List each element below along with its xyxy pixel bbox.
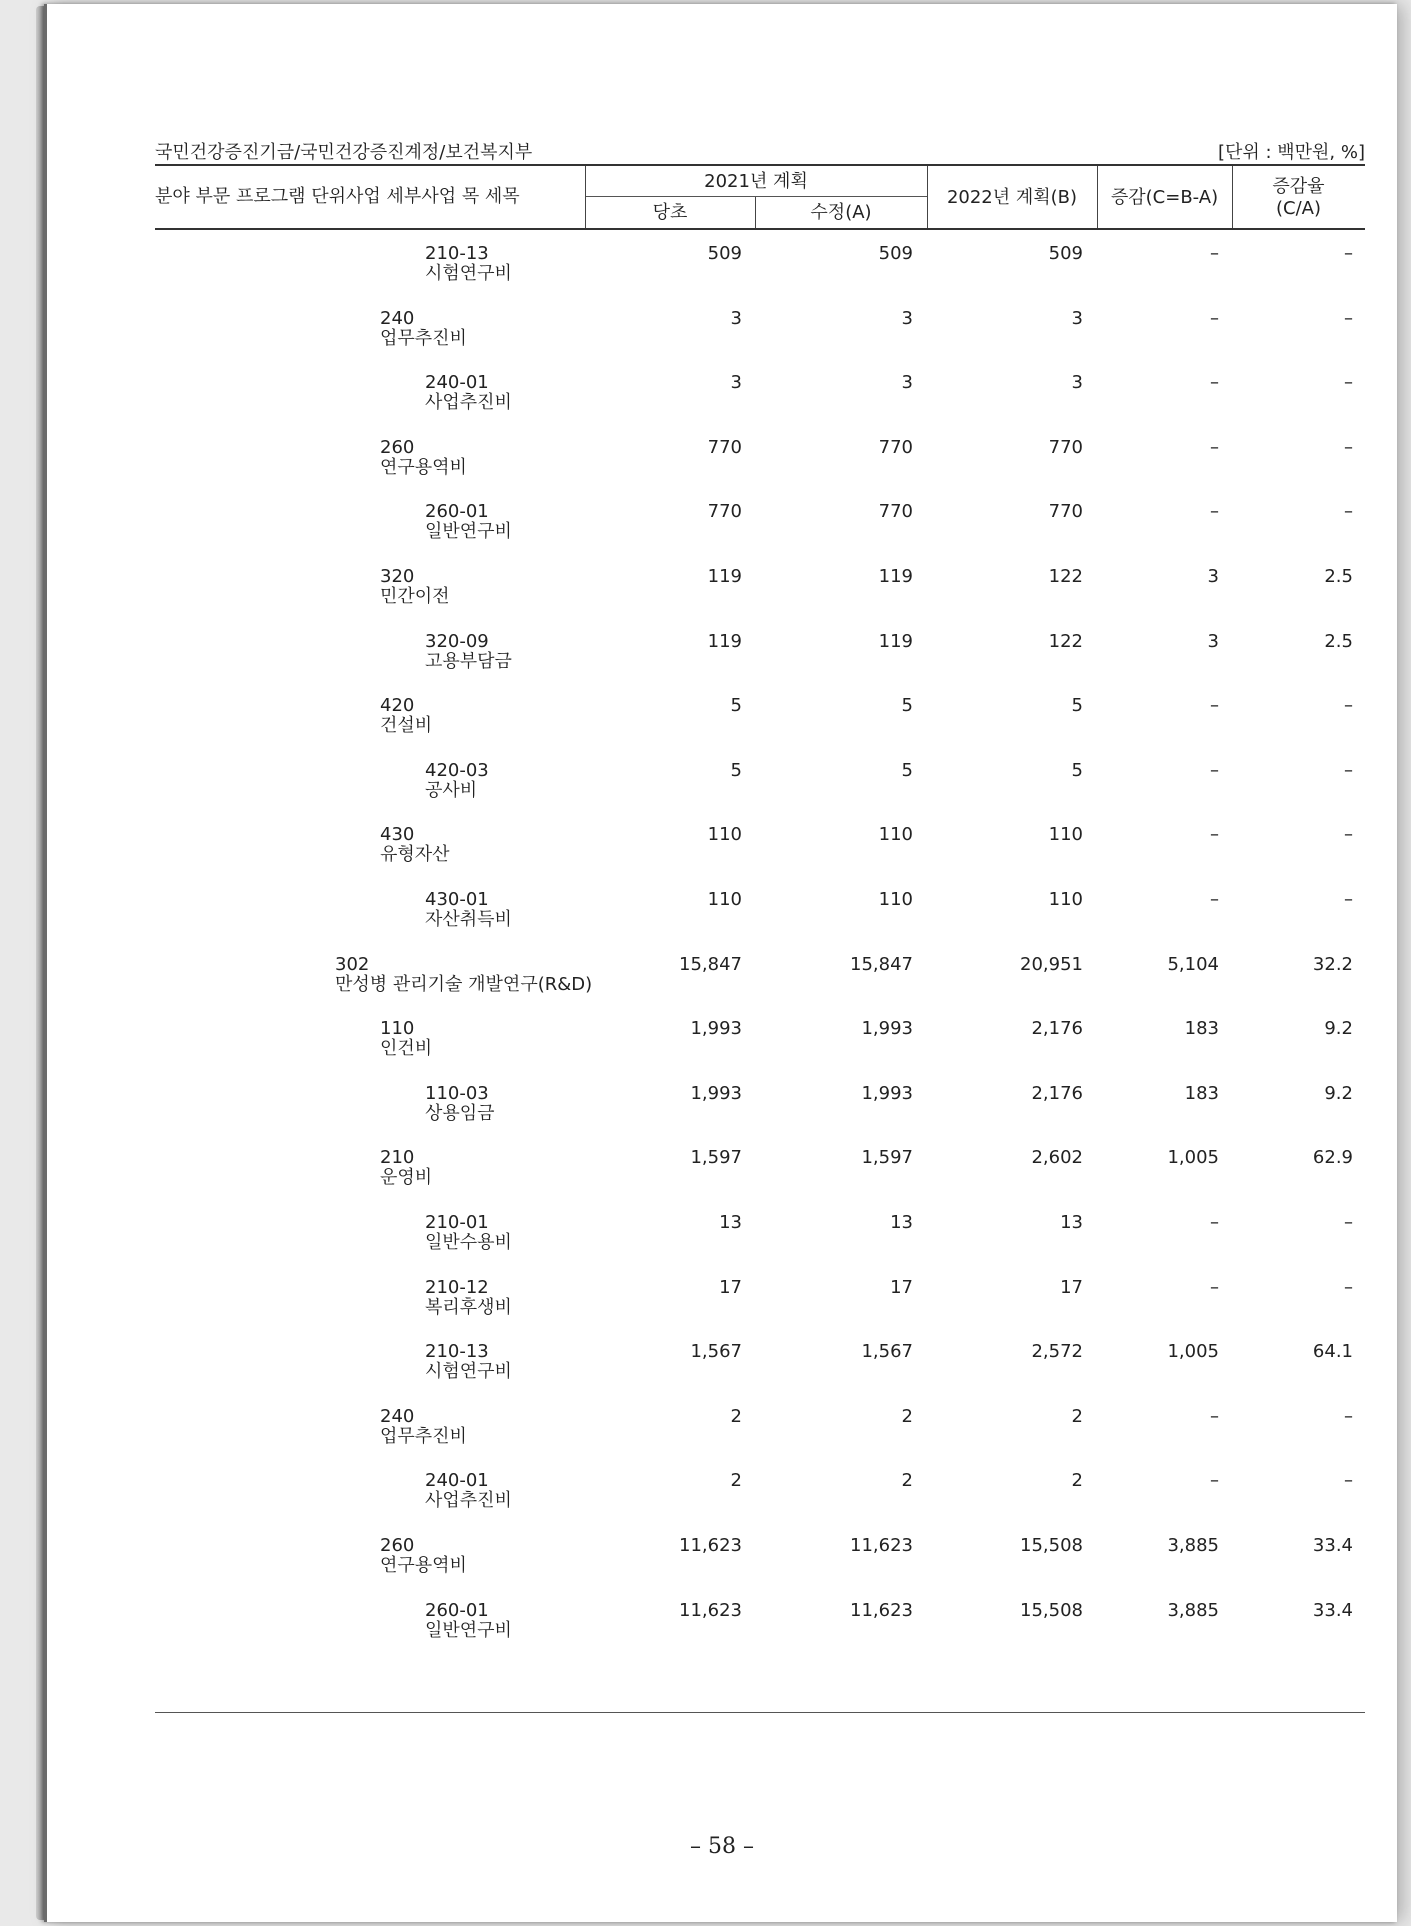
row-change-value: 183 (1184, 1018, 1219, 1040)
table-row (47, 1342, 1397, 1406)
row-revised-value: 119 (878, 630, 913, 652)
row-code: 110-03 (425, 1082, 489, 1104)
row-revised-value: 2 (901, 1405, 913, 1427)
row-change-value: – (1210, 759, 1219, 781)
row-revised-value: 1,993 (861, 1018, 913, 1040)
col-header-rate-line2: (C/A) (1276, 198, 1321, 219)
table-row (47, 244, 1397, 308)
row-plan2022-value: 20,951 (1020, 953, 1083, 975)
row-rate-value: 33.4 (1312, 1535, 1353, 1556)
row-code: 240 (380, 307, 415, 329)
row-change-value: 1,005 (1167, 1341, 1219, 1363)
row-initial-value: 119 (707, 566, 742, 587)
unit-label: [단위 : 백만원, %] (1217, 142, 1365, 163)
table-row (47, 761, 1397, 825)
row-name: 시험연구비 (425, 263, 512, 284)
row-name: 일반연구비 (425, 1619, 512, 1641)
row-name: 인건비 (380, 1038, 433, 1060)
row-revised-value: 5 (901, 759, 913, 781)
row-revised-value: 15,847 (850, 953, 913, 975)
row-initial-value: 2 (730, 1405, 742, 1427)
row-initial-value: 1,567 (690, 1341, 742, 1363)
col-header-initial: 당초 (652, 202, 688, 223)
row-initial-value: 509 (707, 243, 742, 264)
row-rate-value: – (1344, 1276, 1353, 1298)
row-change-value: – (1210, 501, 1219, 523)
row-plan2022-value: 2 (1071, 1405, 1083, 1427)
row-code: 420-03 (425, 759, 489, 781)
row-revised-value: 13 (890, 1212, 913, 1233)
row-revised-value: 11,623 (850, 1599, 913, 1621)
row-revised-value: 5 (901, 695, 913, 717)
page-number: – 58 – (690, 1834, 754, 1859)
row-change-value: – (1210, 243, 1219, 264)
row-revised-value: 1,567 (861, 1341, 913, 1363)
document-title: 국민건강증진기금/국민건강증진계정/보건복지부 (155, 142, 533, 163)
row-name: 업무추진비 (380, 327, 467, 349)
table-row (47, 1407, 1397, 1471)
row-revised-value: 509 (878, 243, 913, 264)
row-name: 만성병 관리기술 개발연구(R&D) (335, 973, 593, 995)
row-name: 유형자산 (380, 844, 450, 866)
row-revised-value: 3 (901, 307, 913, 329)
row-name: 복리후생비 (425, 1296, 512, 1318)
row-plan2022-value: 770 (1048, 436, 1083, 458)
row-code: 260 (380, 436, 415, 458)
row-rate-value: – (1344, 695, 1353, 717)
row-initial-value: 1,597 (690, 1147, 742, 1169)
row-rate-value: 62.9 (1312, 1147, 1353, 1169)
row-name: 시험연구비 (425, 1361, 512, 1383)
table-row (47, 1278, 1397, 1342)
row-initial-value: 11,623 (679, 1535, 742, 1556)
row-rate-value: 64.1 (1312, 1341, 1353, 1363)
table-row (47, 632, 1397, 696)
row-plan2022-value: 770 (1048, 501, 1083, 523)
row-code: 110 (380, 1018, 415, 1040)
row-plan2022-value: 110 (1048, 889, 1083, 910)
row-name: 운영비 (380, 1167, 433, 1189)
row-change-value: 3 (1207, 630, 1219, 652)
row-initial-value: 5 (730, 695, 742, 717)
row-rate-value: – (1344, 307, 1353, 329)
row-initial-value: 770 (707, 501, 742, 523)
row-plan2022-value: 15,508 (1020, 1535, 1083, 1556)
row-plan2022-value: 13 (1060, 1212, 1083, 1233)
table-row (47, 955, 1397, 1019)
table-top-rule (155, 164, 1365, 166)
row-rate-value: – (1344, 759, 1353, 781)
row-name: 업무추진비 (380, 1425, 467, 1447)
table-row (47, 1471, 1397, 1535)
row-rate-value: – (1344, 436, 1353, 458)
row-initial-value: 3 (730, 307, 742, 329)
row-name: 민간이전 (380, 586, 450, 607)
row-code: 260-01 (425, 1599, 489, 1621)
row-change-value: – (1210, 1276, 1219, 1298)
row-rate-value: 32.2 (1312, 953, 1353, 975)
table-row (47, 1019, 1397, 1083)
col-header-revised: 수정(A) (810, 202, 872, 223)
table-row (47, 502, 1397, 566)
row-revised-value: 770 (878, 501, 913, 523)
row-plan2022-value: 5 (1071, 695, 1083, 717)
row-name: 건설비 (380, 715, 433, 737)
row-initial-value: 15,847 (679, 953, 742, 975)
row-rate-value: – (1344, 243, 1353, 264)
row-rate-value: 2.5 (1324, 630, 1353, 652)
row-code: 260 (380, 1535, 415, 1556)
row-change-value: – (1210, 436, 1219, 458)
row-rate-value: 9.2 (1324, 1082, 1353, 1104)
row-initial-value: 770 (707, 436, 742, 458)
row-code: 210-01 (425, 1212, 489, 1233)
row-code: 240-01 (425, 372, 489, 394)
row-code: 420 (380, 695, 415, 717)
row-rate-value: 2.5 (1324, 566, 1353, 587)
row-code: 320 (380, 566, 415, 587)
row-initial-value: 13 (719, 1212, 742, 1233)
header-bottom-rule (155, 228, 1365, 230)
row-rate-value: – (1344, 1405, 1353, 1427)
table-row (47, 1536, 1397, 1600)
row-revised-value: 3 (901, 372, 913, 394)
row-rate-value: – (1344, 889, 1353, 910)
row-rate-value: 9.2 (1324, 1018, 1353, 1040)
row-initial-value: 1,993 (690, 1082, 742, 1104)
row-plan2022-value: 2,176 (1031, 1082, 1083, 1104)
row-change-value: 3,885 (1167, 1535, 1219, 1556)
table-row (47, 567, 1397, 631)
row-name: 상용임금 (425, 1102, 495, 1124)
row-name: 사업추진비 (425, 392, 512, 414)
row-rate-value: 33.4 (1312, 1599, 1353, 1621)
row-code: 210-12 (425, 1276, 489, 1298)
table-row (47, 1148, 1397, 1212)
row-initial-value: 2 (730, 1470, 742, 1492)
row-plan2022-value: 122 (1048, 566, 1083, 587)
row-initial-value: 119 (707, 630, 742, 652)
row-plan2022-value: 2,572 (1031, 1341, 1083, 1363)
row-initial-value: 110 (707, 824, 742, 846)
row-initial-value: 110 (707, 889, 742, 910)
row-initial-value: 17 (719, 1276, 742, 1298)
row-change-value: 1,005 (1167, 1147, 1219, 1169)
row-revised-value: 1,597 (861, 1147, 913, 1169)
row-revised-value: 770 (878, 436, 913, 458)
row-plan2022-value: 509 (1048, 243, 1083, 264)
row-revised-value: 110 (878, 824, 913, 846)
row-rate-value: – (1344, 1470, 1353, 1492)
row-code: 210 (380, 1147, 415, 1169)
table-row (47, 825, 1397, 889)
row-revised-value: 1,993 (861, 1082, 913, 1104)
row-name: 일반수용비 (425, 1232, 512, 1253)
table-row (47, 1601, 1397, 1665)
row-rate-value: – (1344, 1212, 1353, 1233)
row-change-value: – (1210, 1470, 1219, 1492)
row-name: 자산취득비 (425, 909, 512, 930)
col-header-rate-line1: 증감율 (1272, 176, 1325, 197)
row-change-value: – (1210, 372, 1219, 394)
table-row (47, 373, 1397, 437)
table-row (47, 1213, 1397, 1277)
row-name: 연구용역비 (380, 1555, 467, 1576)
row-name: 사업추진비 (425, 1490, 512, 1512)
row-code: 210-13 (425, 1341, 489, 1363)
row-plan2022-value: 110 (1048, 824, 1083, 846)
row-name: 연구용역비 (380, 456, 467, 478)
row-change-value: 3,885 (1167, 1599, 1219, 1621)
row-revised-value: 17 (890, 1276, 913, 1298)
col-header-plan2022: 2022년 계획(B) (946, 187, 1078, 208)
col-header-plan2021: 2021년 계획 (704, 171, 808, 192)
row-revised-value: 110 (878, 889, 913, 910)
row-plan2022-value: 15,508 (1020, 1599, 1083, 1621)
row-code: 430 (380, 824, 415, 846)
row-rate-value: – (1344, 824, 1353, 846)
row-change-value: – (1210, 1405, 1219, 1427)
row-plan2022-value: 122 (1048, 630, 1083, 652)
row-revised-value: 119 (878, 566, 913, 587)
table-row (47, 309, 1397, 373)
row-revised-value: 11,623 (850, 1535, 913, 1556)
table-row (47, 890, 1397, 954)
row-rate-value: – (1344, 372, 1353, 394)
row-code: 430-01 (425, 889, 489, 910)
row-change-value: – (1210, 1212, 1219, 1233)
row-plan2022-value: 5 (1071, 759, 1083, 781)
row-name: 공사비 (425, 779, 478, 801)
col-header-rate (1232, 176, 1365, 220)
header-sub-rule (585, 196, 927, 197)
row-plan2022-value: 3 (1071, 307, 1083, 329)
row-plan2022-value: 3 (1071, 372, 1083, 394)
row-code: 260-01 (425, 501, 489, 523)
row-change-value: – (1210, 695, 1219, 717)
row-change-value: – (1210, 307, 1219, 329)
row-initial-value: 3 (730, 372, 742, 394)
row-rate-value: – (1344, 501, 1353, 523)
row-plan2022-value: 2 (1071, 1470, 1083, 1492)
row-initial-value: 5 (730, 759, 742, 781)
row-name: 일반연구비 (425, 521, 512, 543)
table-bottom-rule (155, 1712, 1365, 1713)
document-page (44, 4, 1397, 1922)
row-change-value: 3 (1207, 566, 1219, 587)
row-initial-value: 11,623 (679, 1599, 742, 1621)
table-row (47, 438, 1397, 502)
row-name: 고용부담금 (425, 650, 512, 672)
row-revised-value: 2 (901, 1470, 913, 1492)
col-header-change: 증감(C=B-A) (1110, 187, 1219, 208)
row-plan2022-value: 2,602 (1031, 1147, 1083, 1169)
row-change-value: 5,104 (1167, 953, 1219, 975)
col-header-category: 분야 부문 프로그램 단위사업 세부사업 목 세목 (155, 186, 520, 207)
row-code: 320-09 (425, 630, 489, 652)
row-initial-value: 1,993 (690, 1018, 742, 1040)
row-change-value: – (1210, 824, 1219, 846)
row-code: 240 (380, 1405, 415, 1427)
row-code: 302 (335, 953, 370, 975)
row-plan2022-value: 2,176 (1031, 1018, 1083, 1040)
row-code: 240-01 (425, 1470, 489, 1492)
row-change-value: 183 (1184, 1082, 1219, 1104)
row-change-value: – (1210, 889, 1219, 910)
row-code: 210-13 (425, 243, 489, 264)
table-row (47, 1084, 1397, 1148)
row-plan2022-value: 17 (1060, 1276, 1083, 1298)
table-row (47, 696, 1397, 760)
